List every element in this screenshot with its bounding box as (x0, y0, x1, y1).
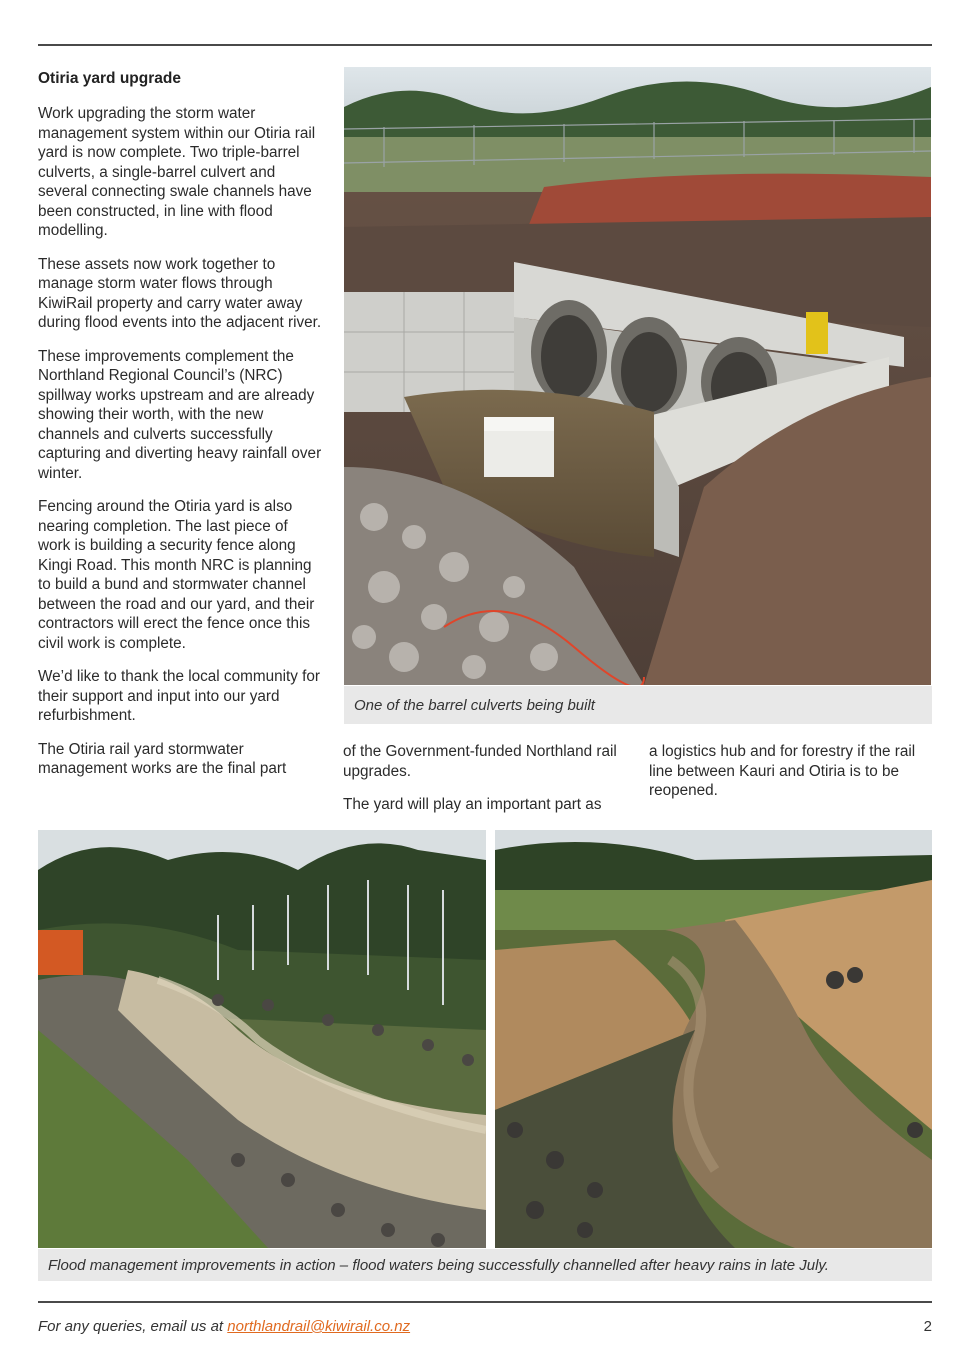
culvert-photo (344, 67, 931, 685)
text-column-1 (38, 104, 323, 793)
paragraph: Work upgrading the storm water management system within our Otiria rail yard is now complete. Two triple-barrel culverts, a single-barrel culvert and several connecting swale channels have been constructed, in line with flood modelling. (38, 105, 316, 239)
top-rule (38, 44, 932, 46)
paragraph: The Otiria rail yard stormwater management works are the final part (38, 740, 287, 777)
paragraph: of the Government-funded Northland rail upgrades. (343, 743, 617, 780)
paragraph: The yard will play an important part as (343, 796, 602, 813)
bottom-rule (38, 1301, 932, 1303)
flood-caption: Flood management improvements in action – flood waters being successfully channelled after heavy rains in late July. (38, 1249, 932, 1281)
paragraph: These improvements complement the Northland Regional Council’s (NRC) spillway works upstream and are already showing their worth, with the new channels and culverts successfully capturing and diverting heavy rainfall over winter. (38, 347, 322, 482)
flood-channel-photo-left (38, 830, 486, 1248)
email-link[interactable]: northlandrail@kiwirail.co.nz (227, 1318, 411, 1335)
paragraph: a logistics hub and for forestry if the rail line between Kauri and Otiria is to be reopened. (649, 743, 916, 799)
paragraph: We’d like to thank the local community for their support and input into our yard refurbishment. (38, 668, 320, 724)
flood-channel-photo-right (495, 830, 932, 1248)
text-column-2 (343, 742, 633, 829)
footer (38, 1318, 932, 1335)
paragraph: These assets now work together to manage storm water flows through KiwiRail property and carry water away during flood events into the adjacent river. (38, 255, 322, 331)
culvert-caption: One of the barrel culverts being built (344, 686, 932, 724)
article-heading: Otiria yard upgrade (38, 70, 181, 87)
text-column-3 (649, 742, 934, 815)
page-number: 2 (923, 1318, 932, 1335)
paragraph: Fencing around the Otiria yard is also nearing completion. The last piece of work is building a security fence along Kingi Road. This month NRC is planning to build a bund and stormwater channel between the road and our yard, and their contractors will erect the fence once this civil work is complete. (38, 498, 315, 652)
footer-text: For any queries, email us at (38, 1318, 228, 1335)
